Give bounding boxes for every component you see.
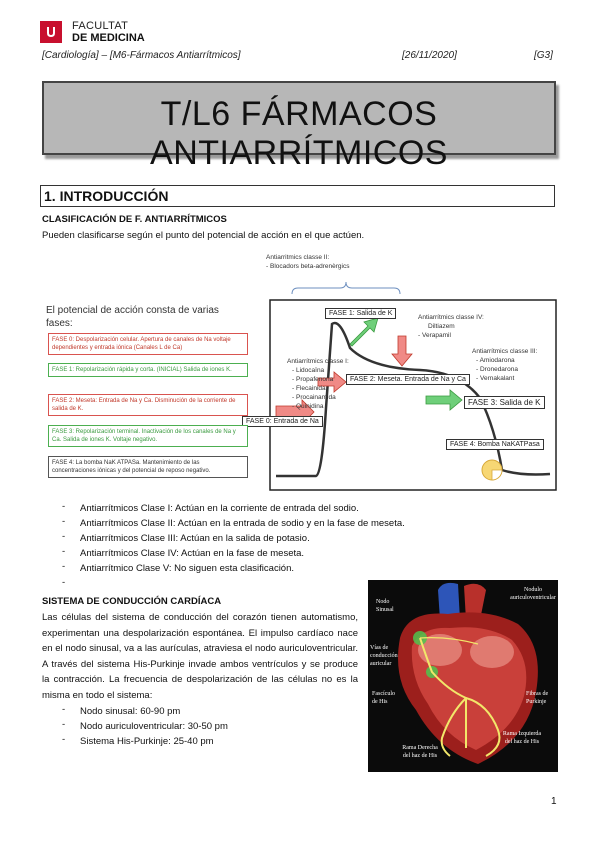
section-heading: 1. INTRODUCCIÓN (44, 188, 169, 204)
fase4-label: FASE 4: Bomba NaKATPasa (446, 439, 544, 450)
label-fibras: Fibras de Purkinje (526, 691, 549, 705)
class1-item-2: Propafenona (295, 376, 334, 383)
bullet-class3: Antiarrítmicos Clase III: Actúan en la salida de potasio. (80, 533, 310, 544)
bullet-class2: Antiarrítmicos Clase II: Actúan en la entrada de sodio y en la fase de meseta. (80, 518, 405, 529)
fase3-label: FASE 3: Salida de K (464, 396, 545, 409)
label-rama-derecha: Rama Derecha del haz de His (402, 745, 438, 759)
bullet-class1: Antiarrítmicos Clase I: Actúan en la corriente de entrada del sodio. (80, 503, 359, 514)
label-fasciculo: Fascículo de His (372, 691, 395, 705)
fase2-label: FASE 2: Meseta. Entrada de Na y Ca (346, 374, 470, 385)
class4-item-2: Verapamil (421, 332, 451, 339)
faculty-name-line1: FACULTAT (72, 20, 129, 32)
phase1-box: FASE 1: Repolarización rápida y corta. (INICIAL) Salida de iones K. (48, 363, 248, 377)
phase0-box: FASE 0: Despolarización celular. Apertura de canales de Na voltaje dependientes y entrada iónica (Canales L de Ca) (48, 333, 248, 355)
label-vias: Vías de conducción auricular (370, 645, 398, 667)
phase2-box: FASE 2: Meseta: Entrada de Na y Ca. Disminución de la corriente de salida de K. (48, 394, 248, 416)
page-title: T/L6 FÁRMACOS ANTIARRÍTMICOS (150, 95, 448, 172)
class4-arrow-icon (392, 336, 412, 366)
heart-conduction-image (368, 580, 558, 772)
faculty-name-line2: DE MEDICINA (72, 32, 145, 44)
class1-item-5: Quinidina (295, 403, 324, 410)
class3-title: Antiarrítmics classe III: (472, 348, 538, 355)
header-group: [G3] (534, 50, 553, 61)
bullet-class5: Antiarrítmico Clase V: No siguen esta clasificación. (80, 563, 295, 574)
header-subject: [Cardiología] – [M6-Fármacos Antiarrítmicos] (42, 50, 241, 61)
class4-item-1: Diltiazem (428, 323, 455, 330)
header-date: [26/11/2020] (402, 50, 457, 61)
phase4-box: FASE 4: La bomba NaK ATPASa. Mantenimiento de las concentraciones iónicas y del potencial de reposo negativo. (48, 456, 248, 478)
section-heading-box (40, 185, 555, 207)
class1-item-1: Lidocaïna (295, 367, 325, 374)
rate-sinusal: Nodo sinusal: 60-90 pm (80, 706, 181, 717)
fase0-label: FASE 0: Entrada de Na (242, 416, 323, 427)
class3-item-2: Dronedarona (479, 366, 518, 373)
class2-title: Antiarritmics classe II: (266, 254, 330, 261)
rate-av: Nodo auriculoventricular: 30-50 pm (80, 721, 228, 732)
action-potential-figure: Antiarritmics classe II: - Blocadors beta-adrenèrgics FASE 1: Salida de K FASE 2: Meseta. Entrada de Na y Ca FASE 3: Salida de K FASE 0: Entrada de Na FASE 4: Bomba NaKATPasa Antiarrítmics classe IV: Diltiazem - Verapamil Antiarrítmics classe I: - Lidocaïna - Propafenona - Flecainida - Procainamida - Quinidina Antiarrítmics classe III: - Amiodarona - Dronedarona - Vernakalant (40, 248, 558, 498)
phase1-arrow-icon (350, 318, 378, 346)
title-banner (42, 81, 556, 172)
label-nodo-sinusal: Nodo Sinusal (376, 599, 394, 613)
conduction-paragraph: Las células del sistema de conducción del corazón tienen automatismo, experimentan una despolarización espontánea. El impulso cardíaco nace en el nodo sinusal, va a las aurículas, atraviesa el nodo auriculoventricular. A través del sistema His-Purkinje invade ambos ventrículos y se produce la contracción. La frecuencia de despolarización de las células no es la misma en todo el sistema: (42, 612, 358, 701)
class1-item-3: Flecainida (295, 385, 326, 392)
label-rama-izquierda: Rama Izquierda del haz de His (502, 731, 542, 745)
logo-u-icon (45, 26, 57, 38)
class1-item-4: Procainamida (295, 394, 336, 401)
classification-subheading: CLASIFICACIÓN DE F. ANTIARRÍTMICOS (42, 214, 227, 225)
rate-his-purkinje: Sistema His-Purkinje: 25-40 pm (80, 736, 214, 747)
page-number: 1 (551, 796, 557, 807)
phase3-box: FASE 3: Repolarización terminal. Inactivación de los canales de Na y Ca. Salida de iones K. Voltaje negativo. (48, 425, 248, 447)
class2-item: Blocadors beta-adrenèrgics (269, 263, 350, 270)
figure-intro: El potencial de acción consta de varias fases: (46, 305, 219, 329)
label-nodo-av: Nodulo auriculoventricular (510, 587, 556, 601)
class3-item-1: Amiodarona (479, 357, 515, 364)
class3-item-3: Vernakalant (479, 375, 515, 382)
bullet-class4: Antiarrítmicos Clase IV: Actúan en la fase de meseta. (80, 548, 305, 559)
classification-intro: Pueden clasificarse según el punto del potencial de acción en el que actúen. (42, 230, 365, 241)
class1-title: Antiarrítmics classe I: (287, 358, 349, 365)
phase3-arrow-icon (426, 390, 462, 410)
conduction-heading: SISTEMA DE CONDUCCIÓN CARDÍACA (42, 596, 222, 607)
fase1-label: FASE 1: Salida de K (325, 308, 396, 319)
class4-title: Antiarrítmics classe IV: (418, 314, 484, 321)
